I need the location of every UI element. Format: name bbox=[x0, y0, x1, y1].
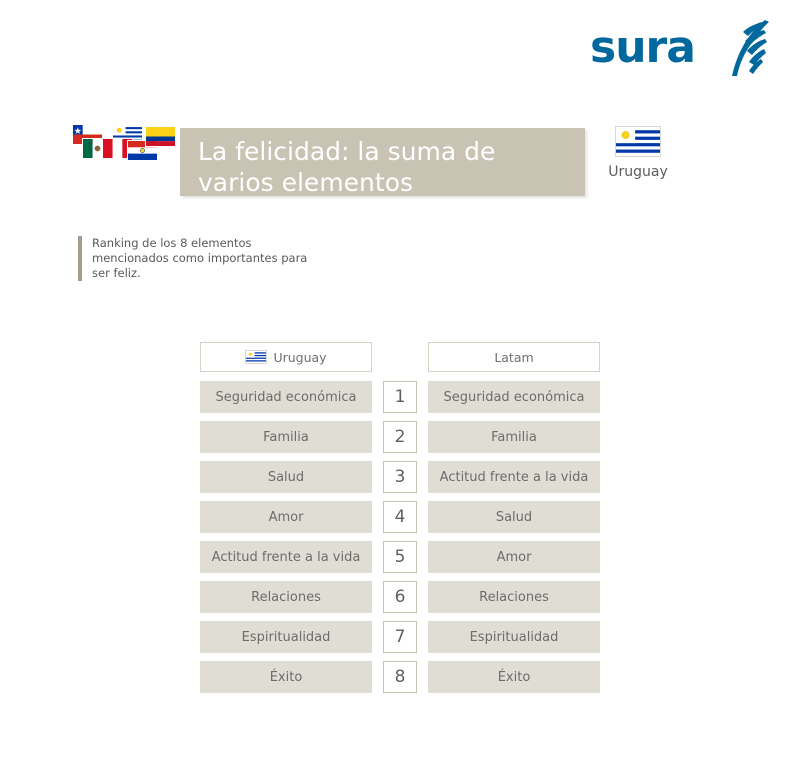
table-row bbox=[200, 541, 600, 573]
logo-wordmark: sura bbox=[590, 22, 695, 73]
uruguay-value: Familia bbox=[200, 421, 372, 453]
rank-wrap bbox=[372, 541, 428, 573]
rank-number: 2 bbox=[383, 421, 417, 453]
table-row bbox=[200, 381, 600, 413]
table-row bbox=[200, 661, 600, 693]
ranking-note: Ranking de los 8 elementos mencionados como importantes para ser feliz. bbox=[78, 236, 322, 281]
rank-number: 5 bbox=[383, 541, 417, 573]
latam-value: Actitud frente a la vida bbox=[428, 461, 600, 493]
uruguay-value: Salud bbox=[200, 461, 372, 493]
ranking-header-row bbox=[200, 342, 600, 372]
rank-wrap bbox=[372, 621, 428, 653]
column-header-uruguay-label: Uruguay bbox=[273, 349, 327, 365]
column-header-uruguay bbox=[200, 342, 372, 372]
table-row bbox=[200, 421, 600, 453]
rank-number: 3 bbox=[383, 461, 417, 493]
rank-wrap bbox=[372, 581, 428, 613]
rank-number: 1 bbox=[383, 381, 417, 413]
uruguay-value: Actitud frente a la vida bbox=[200, 541, 372, 573]
latam-value: Seguridad económica bbox=[428, 381, 600, 413]
table-row bbox=[200, 461, 600, 493]
latam-value: Espiritualidad bbox=[428, 621, 600, 653]
rank-number: 4 bbox=[383, 501, 417, 533]
colombia-flag-icon bbox=[145, 126, 176, 147]
column-header-latam: Latam bbox=[428, 342, 600, 372]
rank-wrap bbox=[372, 421, 428, 453]
rank-wrap bbox=[372, 461, 428, 493]
latam-value: Salud bbox=[428, 501, 600, 533]
uruguay-value: Espiritualidad bbox=[200, 621, 372, 653]
uruguay-value: Éxito bbox=[200, 661, 372, 693]
table-row bbox=[200, 501, 600, 533]
country-name: Uruguay bbox=[608, 164, 668, 180]
uruguay-value: Amor bbox=[200, 501, 372, 533]
latam-value: Familia bbox=[428, 421, 600, 453]
ranking-table bbox=[200, 342, 600, 701]
flag-cluster bbox=[72, 124, 178, 176]
table-row bbox=[200, 581, 600, 613]
feather-icon bbox=[715, 18, 771, 84]
country-block bbox=[598, 126, 678, 180]
uruguay-value: Seguridad económica bbox=[200, 381, 372, 413]
uruguay-flag-icon bbox=[615, 126, 661, 157]
latam-value: Relaciones bbox=[428, 581, 600, 613]
uruguay-value: Relaciones bbox=[200, 581, 372, 613]
latam-value: Amor bbox=[428, 541, 600, 573]
rank-number: 6 bbox=[383, 581, 417, 613]
table-row bbox=[200, 621, 600, 653]
rank-wrap bbox=[372, 661, 428, 693]
title-band bbox=[180, 128, 585, 196]
uruguay-flag-icon bbox=[245, 350, 267, 364]
latam-value: Éxito bbox=[428, 661, 600, 693]
sura-logo bbox=[590, 18, 770, 78]
rank-wrap bbox=[372, 381, 428, 413]
page-title: La felicidad: la suma de varios elementos bbox=[198, 137, 496, 197]
rank-number: 7 bbox=[383, 621, 417, 653]
rank-wrap bbox=[372, 501, 428, 533]
rank-number: 8 bbox=[383, 661, 417, 693]
